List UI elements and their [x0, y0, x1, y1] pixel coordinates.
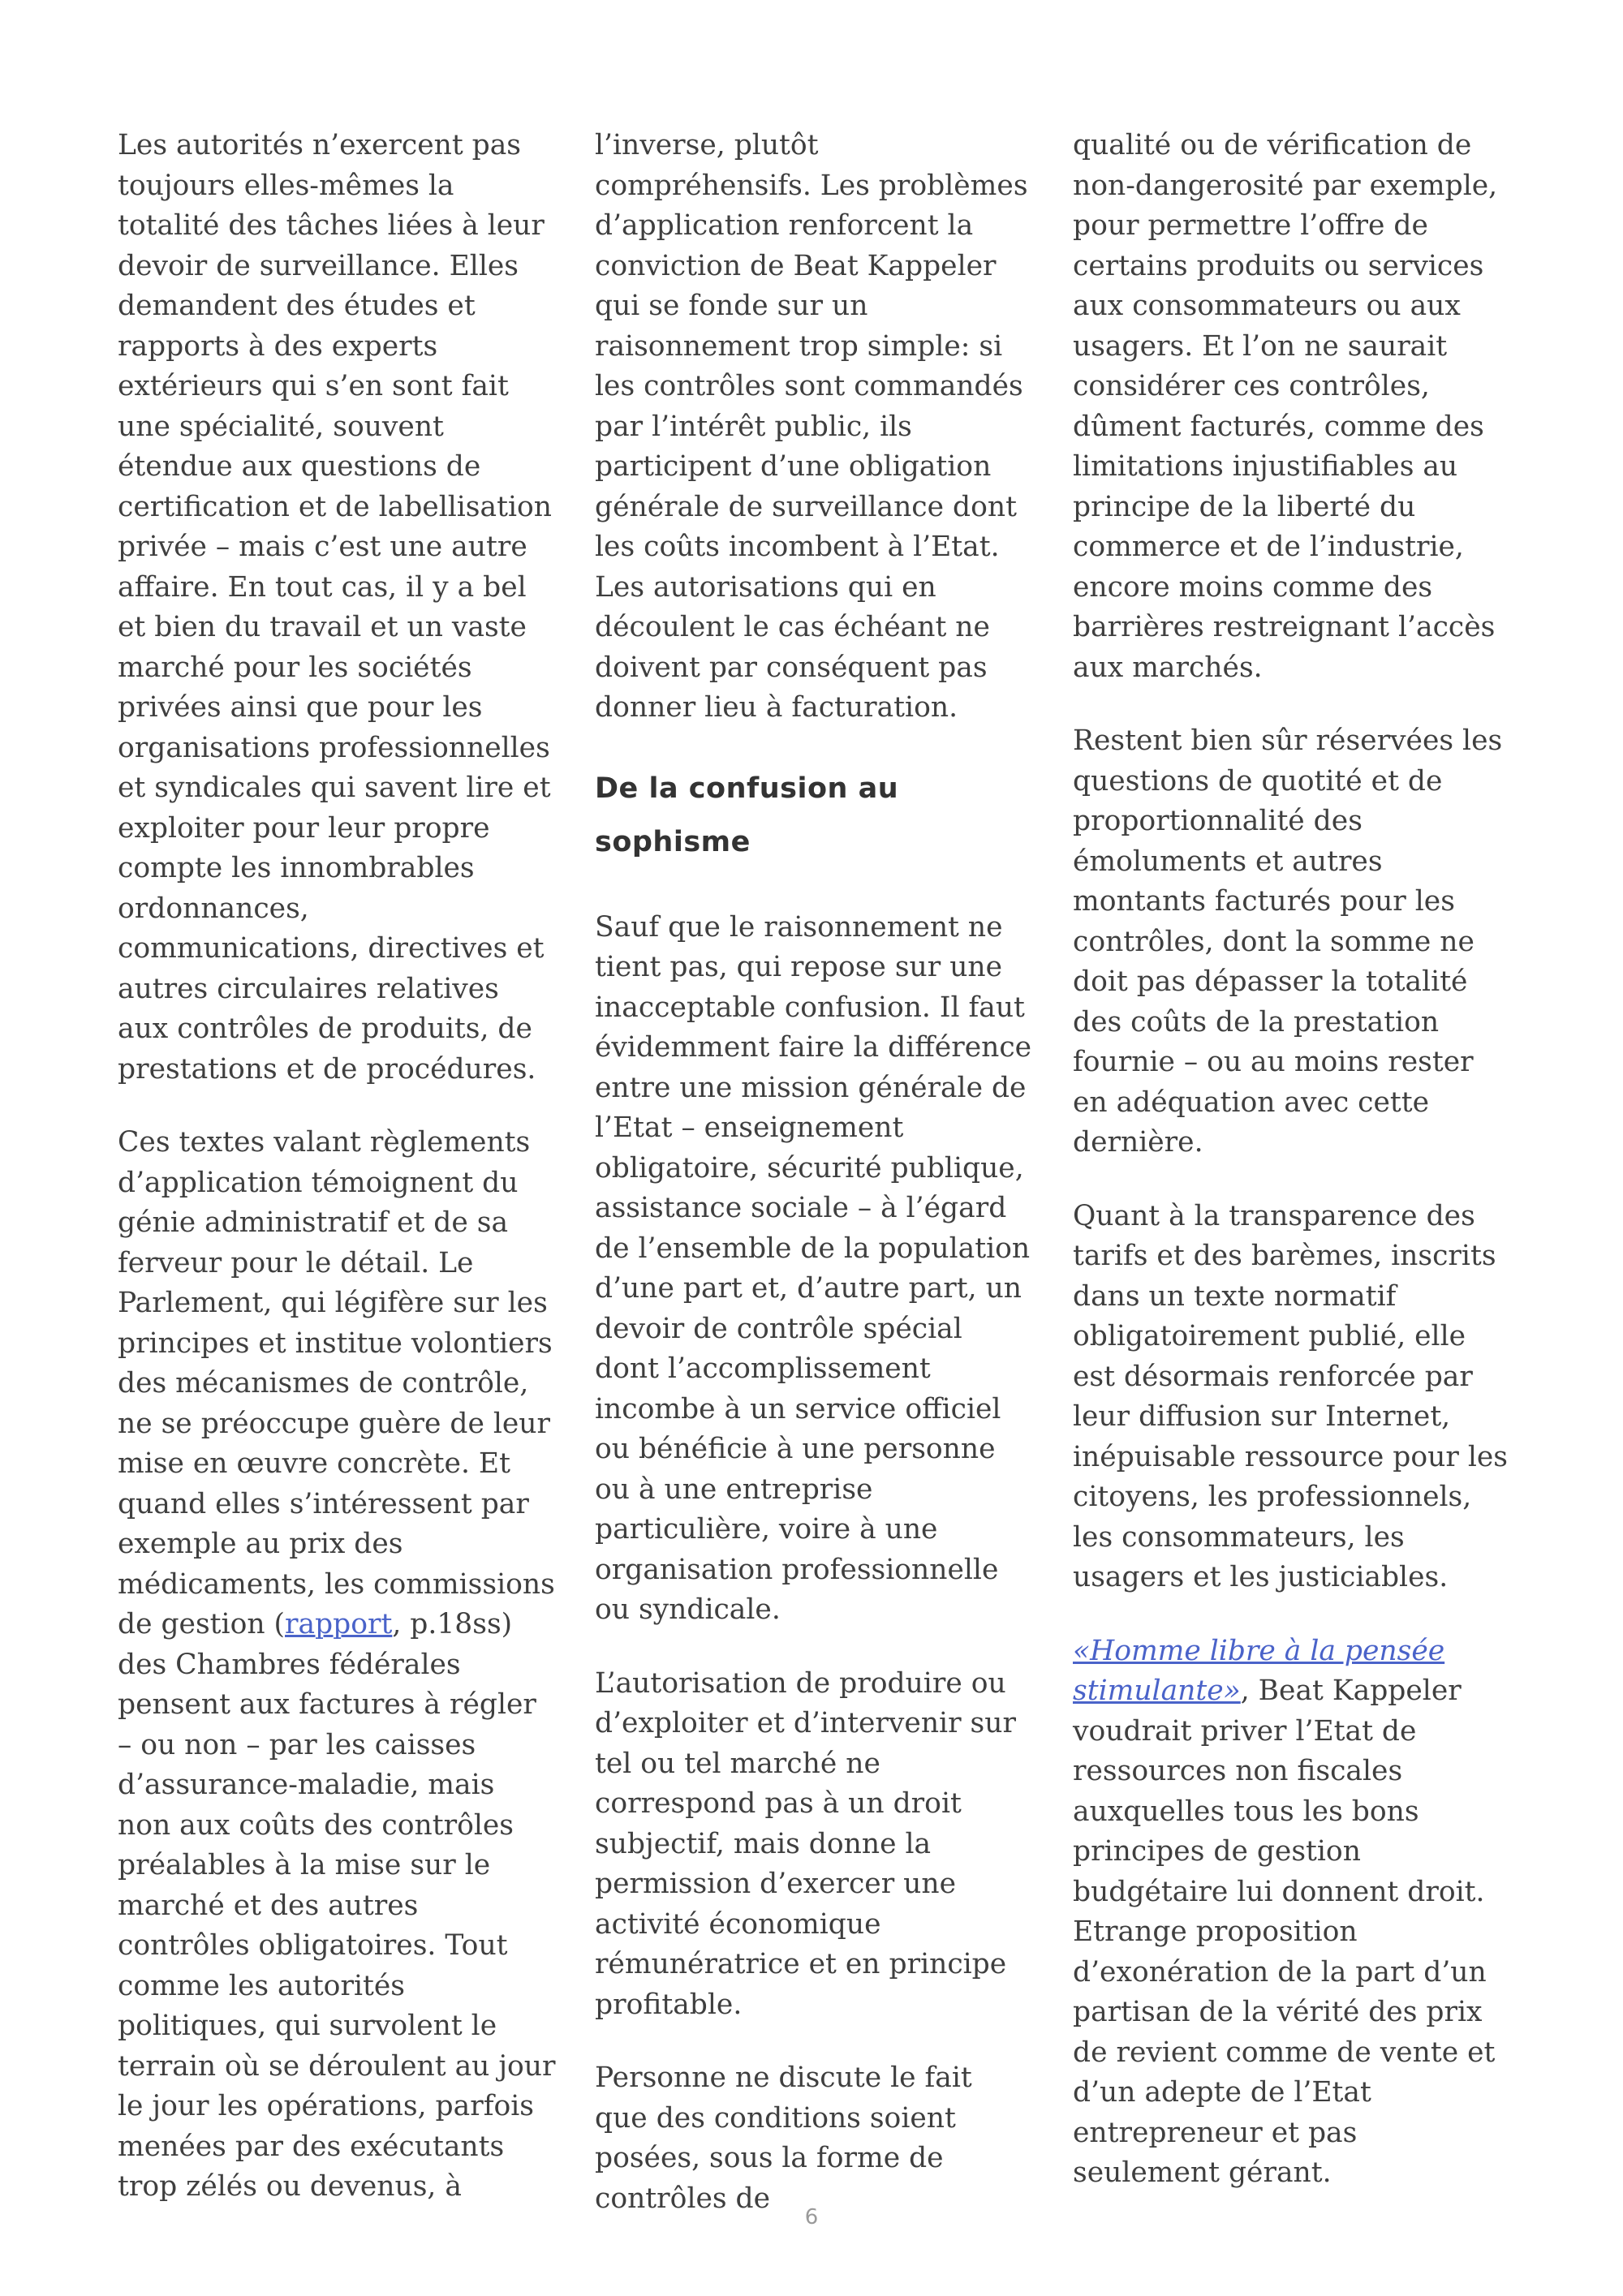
section-heading: De la confusion au sophisme — [595, 772, 899, 858]
page-number: 6 — [804, 2205, 819, 2229]
paragraph: Sauf que le raisonnement ne tient pas, qui repose sur une inacceptable confusion. Il faut évidemment faire la différence entre une mission générale de l’Etat – enseignement obligatoire, sécurité publique, assistance sociale – à l’égard de l’ensemble de la population d’une part et, d’autre part, un devoir de contrôle spécial dont l’accomplissement incombe à un service officiel ou bénéficie à une personne ou à une entreprise particulière, voire à une organisation professionnelle ou syndicale. — [595, 910, 1032, 1626]
paragraph — [1073, 1632, 1511, 2194]
text-column-2 — [595, 126, 1033, 2252]
homme-libre-link[interactable]: «Homme libre à la pensée stimulante» — [1073, 1634, 1445, 1707]
rapport-link[interactable]: rapport — [285, 1608, 393, 1640]
text-column-1 — [118, 126, 556, 2241]
paragraph: qualité ou de vérification de non-dangerosité par exemple, pour permettre l’offre de certains produits ou services aux consommateurs ou aux usagers. Et l’on ne saurait considérer ces contrôles, dûment facturés, comme des limitations injustifiables au principe de la liberté du commerce et de l’industrie, encore moins comme des barrières restreignant l’accès aux marchés. — [1073, 129, 1498, 684]
paragraph-text: , p.18ss) des Chambres fédérales pensent aux factures à régler – ou non – par les caisses d’assurance-maladie, mais non aux coûts des contrôles préalables à la mise sur le marché et des autres contrôles obligatoires. Tout comme les autorités politiques, qui survolent le terrain où se déroulent au jour le jour les opérations, parfois menées par des exécutants trop zélés ou devenus, à — [118, 1608, 556, 2203]
text-column-3 — [1073, 126, 1511, 2227]
paragraph: Restent bien sûr réservées les questions de quotité et de proportionnalité des émoluments et autres montants facturés pour les contrôles, dont la somme ne doit pas dépasser la totalité des coûts de la prestation fournie – ou au moins rester en adéquation avec cette dernière. — [1073, 724, 1503, 1159]
paragraph-text: , Beat Kappeler voudrait priver l’Etat de ressources non fiscales auxquelles tous les bons principes de gestion budgétaire lui donnent droit. Etrange proposition d’exonération de la part d’un partisan de la vérité des prix de revient comme de vente et d’un adepte de l’Etat entrepreneur et pas seulement gérant. — [1073, 1675, 1496, 2189]
paragraph: l’inverse, plutôt compréhensifs. Les problèmes d’application renforcent la conviction de Beat Kappeler qui se fonde sur un raisonnement trop simple: si les contrôles sont commandés par l’intérêt public, ils participent d’une obligation générale de surveillance dont les coûts incombent à l’Etat. Les autorisations qui en découlent le cas échéant ne doivent par conséquent pas donner lieu à facturation. — [595, 129, 1028, 724]
paragraph: L’autorisation de produire ou d’exploiter et d’intervenir sur tel ou tel marché ne correspond pas à un droit subjectif, mais donne la permission d’exercer une activité économique rémunératrice et en principe profitable. — [595, 1666, 1016, 2021]
paragraph: Quant à la transparence des tarifs et des barèmes, inscrits dans un texte normatif obligatoirement publié, elle est désormais renforcée par leur diffusion sur Internet, inépuisable ressource pour les citoyens, les professionnels, les consommateurs, les usagers et les justiciables. — [1073, 1199, 1508, 1593]
paragraph: Personne ne discute le fait que des conditions soient posées, sous la forme de contrôles de — [595, 2062, 972, 2215]
paragraph — [118, 1123, 556, 2208]
paragraph: Les autorités n’exercent pas toujours elles-mêmes la totalité des tâches liées à leur devoir de surveillance. Elles demandent des études et rapports à des experts extérieurs qui s’en sont fait une spécialité, souvent étendue aux questions de certification et de labellisation privée – mais c’est une autre affaire. En tout cas, il y a bel et bien du travail et un vaste marché pour les sociétés privées ainsi que pour les organisations professionnelles et syndicales qui savent lire et exploiter pour leur propre compte les innombrables ordonnances, communications, directives et autres circulaires relatives aux contrôles de produits, de prestations et de procédures. — [118, 129, 552, 1086]
paragraph-text: Ces textes valant règlements d’application témoignent du génie administratif et de sa ferveur pour le détail. Le Parlement, qui légifère sur les principes et institue volontiers des mécanismes de contrôle, ne se préoccupe guère de leur mise en œuvre concrète. Et quand elles s’intéressent par exemple au prix des médicaments, les commissions de gestion ( — [118, 1126, 555, 1640]
